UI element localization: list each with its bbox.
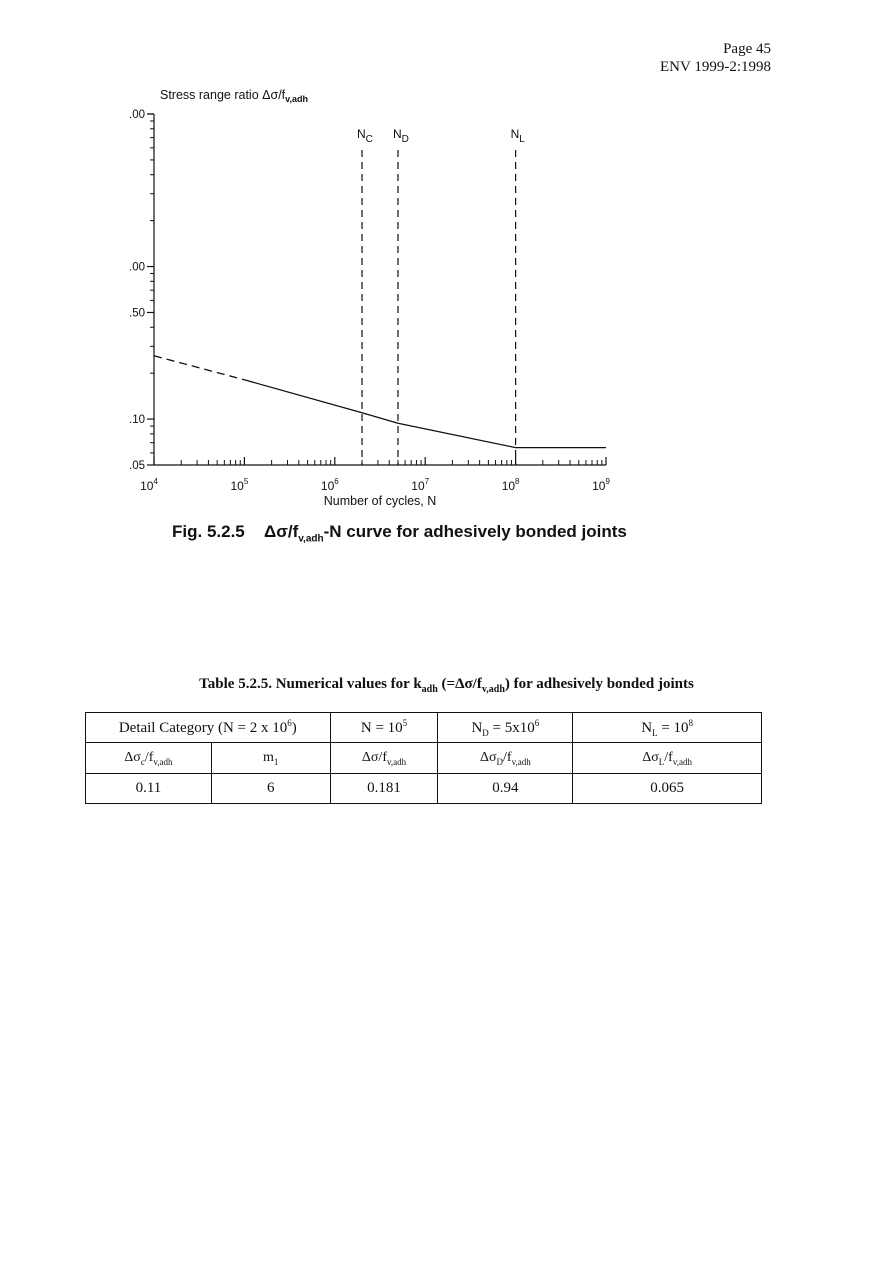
marker-label-nc: $N_C$ xyxy=(357,127,373,145)
subheader-ds: $\Delta\sigma/f_{v,adh}$ xyxy=(330,743,438,774)
header-n-1e5: $N = 10^5$ xyxy=(330,713,438,743)
table-title-c: ) for adhesively bonded joints xyxy=(504,676,694,692)
y-tick-label: .50 xyxy=(129,307,145,320)
figure-number: Fig. 5.2.5 xyxy=(172,522,245,541)
sn-chart xyxy=(0,0,893,520)
subheader-dsd: $\Delta\sigma_D/f_{v,adh}$ xyxy=(438,743,573,774)
standard-code: ENV 1999-2:1998 xyxy=(660,59,771,75)
cell-ds: 0.181 xyxy=(330,774,438,804)
page-number: Page 45 xyxy=(723,41,771,57)
x-tick-label: $10^6$ xyxy=(320,477,339,493)
subheader-m1: $m_1$ xyxy=(211,743,330,774)
table-row xyxy=(86,774,762,804)
figure-title-a: Δσ/f xyxy=(264,522,299,541)
marker-label-nl: $N_L$ xyxy=(510,127,525,145)
subheader-dsl: $\Delta\sigma_L/f_{v,adh}$ xyxy=(573,743,762,774)
x-tick-label: $10^5$ xyxy=(230,477,249,493)
y-tick-label: .05 xyxy=(129,460,145,472)
table-header-row xyxy=(86,713,762,743)
header-nd: $N_D = 5x10^6$ xyxy=(438,713,573,743)
y-tick-label: .10 xyxy=(129,414,145,427)
figure-title-sub: v,adh xyxy=(298,533,324,545)
x-tick-label: $10^7$ xyxy=(411,477,430,493)
values-table xyxy=(85,712,762,804)
subheader-dsc: $\Delta\sigma_c/f_{v,adh}$ xyxy=(86,743,212,774)
figure-caption xyxy=(172,522,627,544)
extrapolated-curve xyxy=(154,356,244,380)
table-title-sub1: adh xyxy=(421,684,438,695)
table-title-b: (=Δσ/f xyxy=(437,676,482,692)
figure-title-b: -N curve for adhesively bonded joints xyxy=(323,522,627,541)
x-tick-label: $10^9$ xyxy=(592,477,610,493)
cell-dsl: 0.065 xyxy=(573,774,762,804)
cell-m1: 6 xyxy=(211,774,330,804)
x-axis-label: Number of cycles, N xyxy=(323,494,437,508)
x-tick-label: $10^4$ xyxy=(140,477,158,493)
table-title-sub2: v,adh xyxy=(481,684,505,695)
cell-dsc: 0.11 xyxy=(86,774,212,804)
table-subheader-row xyxy=(86,743,762,774)
marker-label-nd: $N_D$ xyxy=(392,127,409,145)
fatigue-curve xyxy=(244,380,606,448)
table-title-a: Table 5.2.5. Numerical values for k xyxy=(199,676,422,692)
y-tick-label: .00 xyxy=(129,261,145,274)
y-tick-label: .00 xyxy=(129,109,145,121)
table-title xyxy=(0,676,893,695)
header-detail-category: Detail Category (N = 2 x $10^6$) xyxy=(86,713,331,743)
header-nl: $N_L = 10^8$ xyxy=(573,713,762,743)
y-axis-label: Stress range ratio $\Delta\sigma/f_{v,adh}$ xyxy=(160,88,308,104)
cell-dsd: 0.94 xyxy=(438,774,573,804)
x-tick-label: $10^8$ xyxy=(501,477,520,493)
